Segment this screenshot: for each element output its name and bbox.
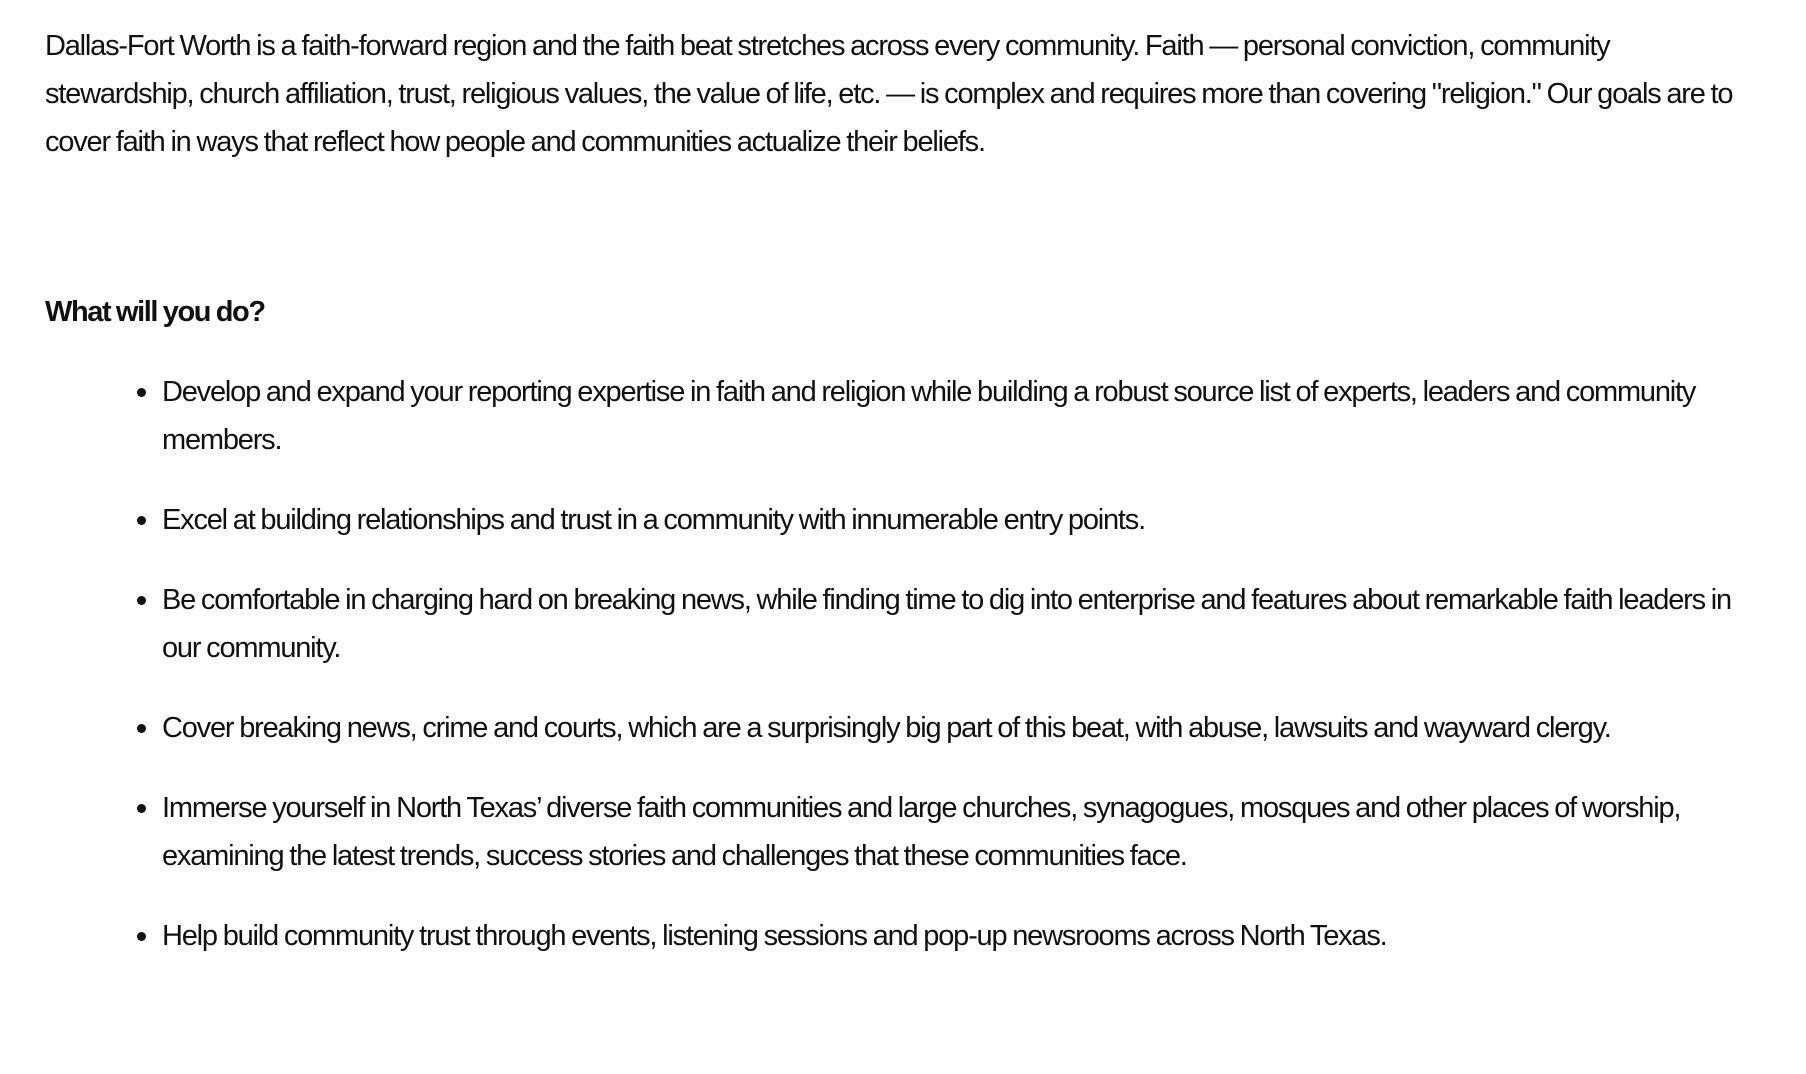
list-item-text: Excel at building relationships and trust in a community with innumerable entry points. bbox=[162, 504, 1145, 536]
list-item bbox=[162, 576, 1732, 672]
list-item bbox=[162, 368, 1732, 464]
job-description-content bbox=[45, 22, 1745, 992]
list-item bbox=[162, 496, 1732, 544]
list-item bbox=[162, 784, 1732, 880]
section-heading: What will you do? bbox=[45, 296, 265, 328]
list-item-text: Be comfortable in charging hard on breaking news, while finding time to dig into enterprise and features about remarkable faith leaders in our community. bbox=[162, 584, 1731, 664]
bullet-icon bbox=[137, 596, 146, 605]
bullet-icon bbox=[137, 724, 146, 733]
list-item-text: Help build community trust through events, listening sessions and pop-up newsrooms across North Texas. bbox=[162, 920, 1387, 952]
list-item-text: Cover breaking news, crime and courts, which are a surprisingly big part of this beat, with abuse, lawsuits and wayward clergy. bbox=[162, 712, 1611, 744]
responsibilities-list bbox=[45, 368, 1745, 960]
bullet-icon bbox=[137, 388, 146, 397]
list-item-text: Immerse yourself in North Texas’ diverse faith communities and large churches, synagogues, mosques and other places of worship, examining the latest trends, success stories and challenges that these communities face. bbox=[162, 792, 1681, 872]
intro-paragraph: Dallas-Fort Worth is a faith-forward region and the faith beat stretches across every community. Faith — personal conviction, community stewardship, church affiliation, trust, religious values, the value of life, etc. — is complex and requires more than covering "religion." Our goals are to cover faith in ways that reflect how people and communities actualize their beliefs. bbox=[45, 30, 1733, 158]
list-item-text: Develop and expand your reporting expertise in faith and religion while building a robust source list of experts, leaders and community members. bbox=[162, 376, 1696, 456]
list-item bbox=[162, 912, 1732, 960]
bullet-icon bbox=[137, 932, 146, 941]
list-item bbox=[162, 704, 1732, 752]
bullet-icon bbox=[137, 804, 146, 813]
bullet-icon bbox=[137, 516, 146, 525]
